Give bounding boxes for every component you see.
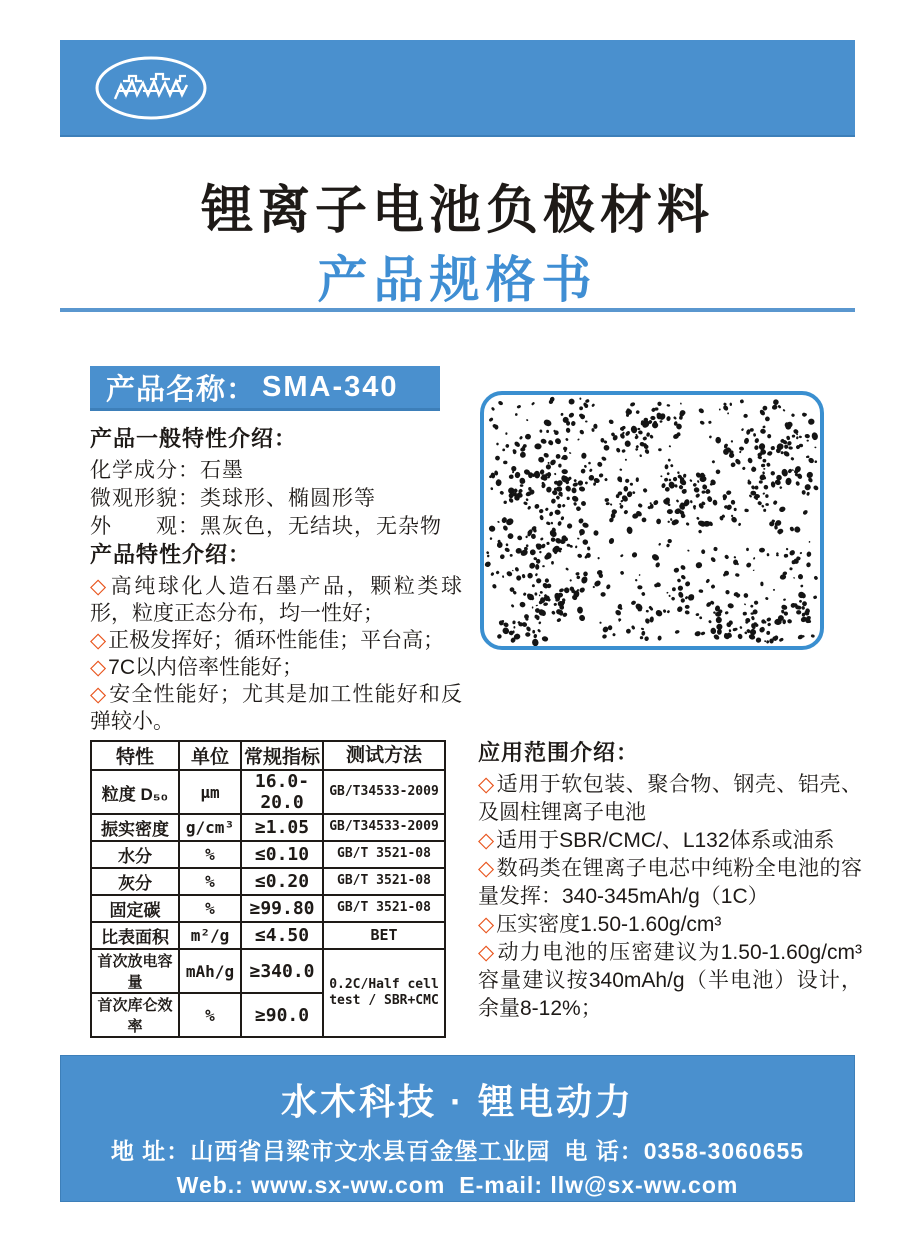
diamond-bullet-icon: ◇ — [90, 656, 107, 679]
diamond-bullet-icon: ◇ — [478, 857, 495, 880]
section-title: 应用范围介绍： — [478, 740, 640, 765]
header-band — [60, 40, 855, 137]
general-line: 外 观：黑灰色，无结块，无杂物 — [90, 515, 442, 538]
footer-contact-line — [61, 1133, 854, 1166]
footer-band — [60, 1055, 855, 1202]
table-row: 固定碳 % ≥99.80 GB/T 3521-08 — [91, 895, 445, 922]
feature-item: ◇安全性能好；尤其是加工性能好和反弹较小。 — [90, 683, 462, 733]
particle-microscopy-image — [480, 391, 824, 650]
address-label: 地 址： — [110, 1138, 191, 1164]
company-slogan: 水木科技 · 锂电动力 — [281, 1081, 634, 1122]
diamond-bullet-icon: ◇ — [90, 575, 109, 598]
diamond-bullet-icon: ◇ — [478, 913, 495, 936]
application-item: ◇动力电池的压密建议为1.50-1.60g/cm³容量建议按340mAh/g（半电池）设计，余量8-12%； — [478, 941, 862, 1020]
spec-table — [90, 740, 446, 1038]
product-name-label: 产品名称： — [106, 373, 257, 406]
address-value: 山西省吕梁市文水县百金堡工业园 — [190, 1138, 551, 1164]
product-name-bar — [90, 366, 440, 411]
col-header-method: 测试方法 — [323, 741, 445, 770]
feature-item: ◇7C以内倍率性能好； — [90, 656, 304, 679]
email-value: llw@sx-ww.com — [550, 1172, 739, 1198]
table-row: 首次放电容量 mAh/g ≥340.0 0.2C/Half cell test / SBR+CMC — [91, 949, 445, 993]
section-title: 产品特性介绍： — [90, 542, 252, 567]
company-logo-icon — [93, 55, 209, 121]
table-row: 振实密度 g/cm³ ≥1.05 GB/T34533-2009 — [91, 814, 445, 841]
application-item: ◇适用于软包装、聚合物、钢壳、铝壳、及圆柱锂离子电池 — [478, 773, 862, 824]
diamond-bullet-icon: ◇ — [478, 773, 495, 796]
table-row: 比表面积 m²/g ≤4.50 BET — [91, 922, 445, 949]
phone-label: 电 话： — [564, 1138, 644, 1164]
col-header-unit: 单位 — [179, 741, 241, 770]
email-label: E-mail: — [459, 1172, 551, 1198]
application-item: ◇数码类在锂离子电芯中纯粉全电池的容量发挥：340-345mAh/g（1C） — [478, 857, 862, 908]
diamond-bullet-icon: ◇ — [90, 629, 107, 652]
header-separator-line — [60, 308, 855, 312]
section-general-characteristics — [90, 422, 462, 541]
section-applications — [478, 736, 862, 1023]
product-name-value: SMA-340 — [262, 370, 399, 403]
page-title: 锂离子电池负极材料 — [200, 182, 714, 240]
general-line: 化学成分：石墨 — [90, 459, 244, 482]
feature-item: ◇高纯球化人造石墨产品，颗粒类球形，粒度正态分布，均一性好； — [90, 575, 463, 625]
col-header-spec: 常规指标 — [241, 741, 323, 770]
application-item: ◇压实密度1.50-1.60g/cm³ — [478, 913, 722, 936]
web-label: Web.: — [176, 1172, 252, 1198]
feature-item: ◇正极发挥好；循环性能佳；平台高； — [90, 629, 445, 652]
footer-web-line — [61, 1172, 854, 1199]
diamond-bullet-icon: ◇ — [478, 829, 495, 852]
section-title: 产品一般特性介绍： — [90, 426, 298, 451]
table-row: 粒度 D₅₀ μm 16.0-20.0 GB/T34533-2009 — [91, 770, 445, 814]
table-row: 首次库仑效率 % ≥90.0 — [91, 993, 445, 1037]
diamond-bullet-icon: ◇ — [90, 683, 108, 706]
phone-value: 0358-3060655 — [643, 1138, 805, 1164]
section-product-features — [90, 538, 462, 735]
table-row: 灰分 % ≤0.20 GB/T 3521-08 — [91, 868, 445, 895]
diamond-bullet-icon: ◇ — [478, 941, 496, 964]
table-header-row — [91, 741, 445, 770]
table-row: 水分 % ≤0.10 GB/T 3521-08 — [91, 841, 445, 868]
general-line: 微观形貌：类球形、椭圆形等 — [90, 487, 376, 510]
application-item: ◇适用于SBR/CMC/、L132体系或油系 — [478, 829, 835, 852]
page-subtitle: 产品规格书 — [317, 252, 598, 308]
col-header-property: 特性 — [91, 741, 179, 770]
web-value: www.sx-ww.com — [251, 1172, 446, 1198]
